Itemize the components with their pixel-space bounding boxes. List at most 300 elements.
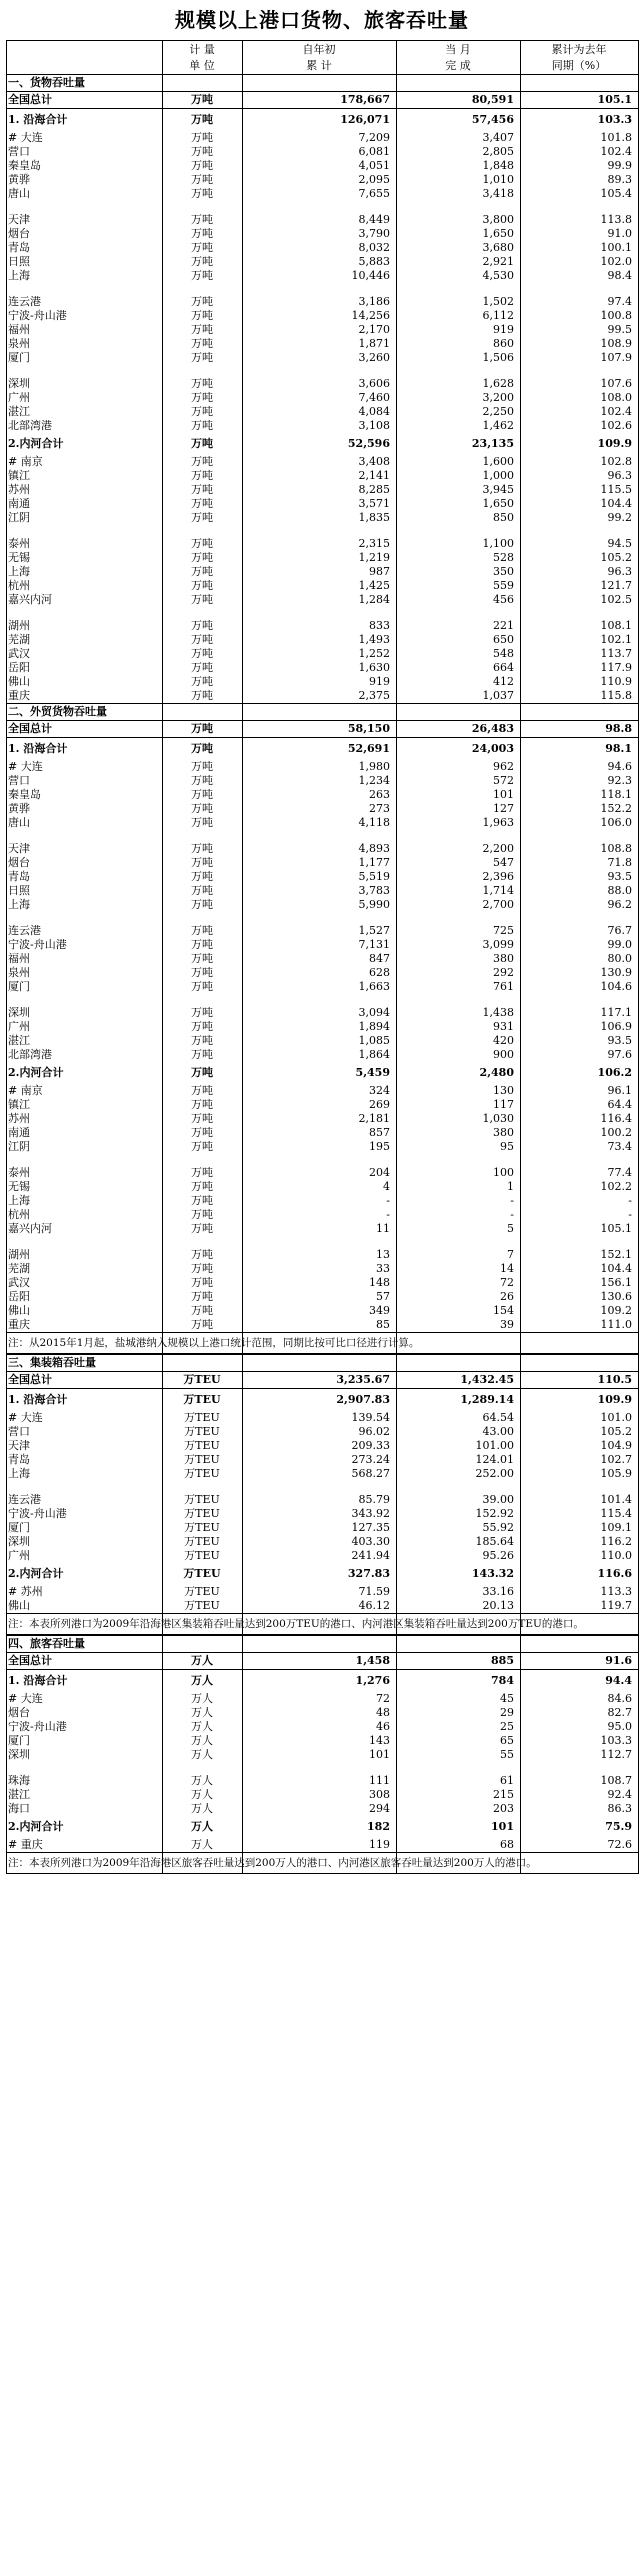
table-row	[6, 898, 638, 912]
month-cell: 55	[500, 1748, 514, 1761]
port-name: 青岛	[8, 1453, 30, 1466]
month-cell: 784	[491, 1674, 514, 1687]
yoy-percent-cell: 86.3	[607, 1802, 632, 1815]
month-cell: 3,945	[482, 483, 514, 496]
port-name: 上海	[8, 1194, 30, 1207]
table-row	[6, 842, 638, 856]
table-header	[6, 40, 638, 74]
unit-cell: 万吨	[191, 255, 213, 268]
table-row	[6, 1774, 638, 1788]
yoy-percent-cell: 97.4	[607, 295, 632, 308]
table-row	[6, 884, 638, 898]
month-cell: 185.64	[475, 1535, 514, 1548]
unit-cell: 万TEU	[184, 1585, 220, 1598]
ytd-cell: 14,256	[351, 309, 390, 322]
ytd-cell: 96.02	[358, 1425, 390, 1438]
yoy-percent-cell: 121.7	[600, 579, 632, 592]
port-name: 营口	[8, 145, 30, 158]
yoy-percent-cell: 104.4	[600, 1262, 632, 1275]
yoy-percent-cell: 96.3	[607, 469, 632, 482]
yoy-percent-cell: 112.7	[600, 1748, 632, 1761]
table-row	[6, 537, 638, 551]
month-cell: 4,530	[482, 269, 514, 282]
unit-cell: 万吨	[191, 455, 213, 468]
table-row	[6, 351, 638, 365]
yoy-percent-cell: 105.4	[600, 187, 632, 200]
ytd-cell: 85.79	[358, 1493, 390, 1506]
section-title	[6, 1354, 638, 1371]
month-cell: 26,483	[471, 722, 514, 735]
port-name: 1. 沿海合计	[8, 742, 68, 755]
month-cell: 43.00	[482, 1425, 514, 1438]
table-row	[6, 1720, 638, 1734]
port-name: # 苏州	[8, 1585, 43, 1598]
table-border-top	[6, 40, 638, 41]
port-name: # 重庆	[8, 1838, 43, 1851]
month-cell: 725	[493, 924, 514, 937]
month-cell: 548	[493, 647, 514, 660]
table-row	[6, 497, 638, 511]
port-name: 宁波-舟山港	[8, 938, 67, 951]
unit-cell: 万吨	[191, 1304, 213, 1317]
ytd-cell: 204	[369, 1166, 390, 1179]
yoy-percent-cell: 102.0	[600, 255, 632, 268]
yoy-percent-cell: 77.4	[607, 1166, 632, 1179]
table-row	[6, 1802, 638, 1816]
month-cell: 23,135	[471, 437, 514, 450]
unit-cell: 万吨	[191, 579, 213, 592]
table-row	[6, 924, 638, 938]
ytd-cell: 2,907.83	[336, 1393, 390, 1406]
yoy-percent-cell: 76.7	[607, 924, 632, 937]
unit-cell: 万吨	[191, 1194, 213, 1207]
unit-cell: 万人	[191, 1788, 213, 1801]
table-note: 注：本表所列港口为2009年沿海港区旅客吞吐量达到200万人的港口、内河港区旅客吞吐量达到200万人的港口。	[6, 1852, 638, 1874]
yoy-percent-cell: 102.2	[600, 1180, 632, 1193]
yoy-percent-cell: 98.4	[607, 269, 632, 282]
month-cell: 885	[491, 1654, 514, 1667]
unit-cell: 万吨	[191, 227, 213, 240]
unit-cell: 万TEU	[184, 1507, 220, 1520]
table-border-left	[6, 40, 7, 1874]
port-name: # 大连	[8, 1692, 43, 1705]
port-name: 深圳	[8, 377, 30, 390]
month-cell: 55.92	[482, 1521, 514, 1534]
month-cell: 2,200	[482, 842, 514, 855]
yoy-percent-cell: 110.0	[600, 1549, 632, 1562]
port-name: # 大连	[8, 1411, 43, 1424]
unit-cell: 万吨	[191, 565, 213, 578]
month-cell: 456	[493, 593, 514, 606]
ytd-cell: 46	[376, 1720, 390, 1733]
ytd-cell: 2,141	[358, 469, 390, 482]
port-name: # 大连	[8, 760, 43, 773]
port-name: 1. 沿海合计	[8, 1393, 68, 1406]
table-row	[6, 1439, 638, 1453]
yoy-percent-cell: 104.6	[600, 980, 632, 993]
unit-cell: 万吨	[191, 1276, 213, 1289]
port-name: 唐山	[8, 187, 30, 200]
table-row	[6, 159, 638, 173]
unit-cell: 万吨	[191, 323, 213, 336]
ytd-cell: -	[386, 1208, 390, 1221]
unit-cell: 万吨	[191, 241, 213, 254]
unit-cell: 万吨	[191, 816, 213, 829]
port-name: 秦皇岛	[8, 788, 41, 801]
yoy-percent-cell: 130.6	[600, 1290, 632, 1303]
table-row	[6, 1692, 638, 1706]
unit-cell: 万吨	[191, 619, 213, 632]
subtotal-row	[6, 1563, 638, 1585]
ytd-cell: 4,084	[358, 405, 390, 418]
table-row	[6, 1098, 638, 1112]
port-name: 嘉兴内河	[8, 593, 52, 606]
unit-cell: 万吨	[191, 295, 213, 308]
yoy-percent-cell: 103.3	[600, 1734, 632, 1747]
ytd-cell: 52,596	[347, 437, 390, 450]
ytd-cell: 857	[369, 1126, 390, 1139]
port-name: 泉州	[8, 337, 30, 350]
unit-cell: 万吨	[191, 391, 213, 404]
month-cell: 962	[493, 760, 514, 773]
port-name: 镇江	[8, 469, 30, 482]
unit-cell: 万吨	[191, 788, 213, 801]
port-name: 深圳	[8, 1535, 30, 1548]
unit-cell: 万吨	[191, 966, 213, 979]
table-row	[6, 870, 638, 884]
table-row	[6, 551, 638, 565]
month-cell: 1,502	[482, 295, 514, 308]
ytd-cell: 13	[376, 1248, 390, 1261]
yoy-percent-cell: 108.7	[600, 1774, 632, 1787]
month-cell: 2,921	[482, 255, 514, 268]
month-cell: 420	[493, 1034, 514, 1047]
port-name: 泰州	[8, 1166, 30, 1179]
unit-cell: 万吨	[191, 689, 213, 702]
port-name: 连云港	[8, 295, 41, 308]
month-cell: 3,407	[482, 131, 514, 144]
yoy-percent-cell: 105.2	[600, 551, 632, 564]
row-spacer	[6, 994, 638, 1006]
unit-cell: 万TEU	[184, 1453, 220, 1466]
table-row	[6, 1493, 638, 1507]
unit-cell: 万TEU	[184, 1425, 220, 1438]
port-name: 南通	[8, 497, 30, 510]
ytd-cell: 139.54	[351, 1411, 390, 1424]
table-row	[6, 938, 638, 952]
month-cell: 572	[493, 774, 514, 787]
table-note: 注：从2015年1月起，盐城港纳入规模以上港口统计范围，同期比按可比口径进行计算。	[6, 1332, 638, 1354]
month-cell: 64.54	[482, 1411, 514, 1424]
ytd-cell: 8,449	[358, 213, 390, 226]
table-row	[6, 774, 638, 788]
header-unit-line1: 计 量	[189, 43, 215, 56]
port-name: 重庆	[8, 1318, 30, 1331]
yoy-percent-cell: 99.2	[607, 511, 632, 524]
yoy-percent-cell: 82.7	[607, 1706, 632, 1719]
month-cell: 45	[500, 1692, 514, 1705]
yoy-percent-cell: 102.5	[600, 593, 632, 606]
table-row	[6, 1020, 638, 1034]
yoy-percent-cell: 105.2	[600, 1425, 632, 1438]
national-total-row	[6, 91, 638, 109]
table-row	[6, 1222, 638, 1236]
month-cell: 95.26	[482, 1549, 514, 1562]
unit-cell: 万吨	[191, 980, 213, 993]
month-cell: 1,037	[482, 689, 514, 702]
table-note: 注：本表所列港口为2009年沿海港区集装箱吞吐量达到200万TEU的港口、内河港区集装箱吞吐量达到200万TEU的港口。	[6, 1613, 638, 1635]
ytd-cell: 269	[369, 1098, 390, 1111]
yoy-percent-cell: 102.4	[600, 405, 632, 418]
port-name: 南通	[8, 1126, 30, 1139]
unit-cell: 万吨	[191, 1208, 213, 1221]
ytd-cell: 349	[369, 1304, 390, 1317]
table-row	[6, 661, 638, 675]
header-pct-line1: 累计为去年	[551, 43, 607, 56]
unit-cell: 万吨	[191, 884, 213, 897]
unit-cell: 万吨	[191, 1048, 213, 1061]
yoy-percent-cell: 130.9	[600, 966, 632, 979]
yoy-percent-cell: 105.1	[600, 1222, 632, 1235]
port-name: 烟台	[8, 227, 30, 240]
ytd-cell: 127.35	[351, 1521, 390, 1534]
table-row	[6, 1248, 638, 1262]
table-row	[6, 469, 638, 483]
port-name: 无锡	[8, 1180, 30, 1193]
port-name: 广州	[8, 391, 30, 404]
unit-cell: 万吨	[191, 145, 213, 158]
unit-cell: 万人	[191, 1654, 213, 1667]
ytd-cell: 1,527	[358, 924, 390, 937]
national-total-row	[6, 720, 638, 738]
table-row	[6, 1112, 638, 1126]
table-row	[6, 980, 638, 994]
yoy-percent-cell: 101.0	[600, 1411, 632, 1424]
ytd-cell: 7,460	[358, 391, 390, 404]
table-row	[6, 1318, 638, 1332]
unit-cell: 万吨	[191, 842, 213, 855]
ytd-cell: 2,375	[358, 689, 390, 702]
port-name: # 南京	[8, 455, 43, 468]
port-name: 江阴	[8, 511, 30, 524]
ytd-cell: 10,446	[351, 269, 390, 282]
ytd-cell: 85	[376, 1318, 390, 1331]
unit-cell: 万吨	[191, 173, 213, 186]
section-title-text: 三、集装箱吞吐量	[8, 1356, 96, 1369]
ytd-cell: 1,234	[358, 774, 390, 787]
yoy-percent-cell: 92.4	[607, 1788, 632, 1801]
table-row	[6, 1585, 638, 1599]
yoy-percent-cell: 99.9	[607, 159, 632, 172]
month-cell: 292	[493, 966, 514, 979]
yoy-percent-cell: 113.7	[600, 647, 632, 660]
table-row	[6, 1453, 638, 1467]
port-name: 2.内河合计	[8, 1820, 64, 1833]
table-row	[6, 241, 638, 255]
yoy-percent-cell: 96.1	[607, 1084, 632, 1097]
subtotal-row	[6, 738, 638, 760]
month-cell: 650	[493, 633, 514, 646]
port-name: 芜湖	[8, 1262, 30, 1275]
ytd-cell: 57	[376, 1290, 390, 1303]
ytd-cell: 58,150	[347, 722, 390, 735]
unit-cell: 万吨	[191, 1180, 213, 1193]
yoy-percent-cell: 101.4	[600, 1493, 632, 1506]
table-row	[6, 1084, 638, 1098]
port-name: 武汉	[8, 1276, 30, 1289]
yoy-percent-cell: 75.9	[605, 1820, 632, 1833]
unit-cell: 万吨	[191, 497, 213, 510]
yoy-percent-cell: 108.8	[600, 842, 632, 855]
month-cell: 68	[500, 1838, 514, 1851]
row-spacer	[6, 283, 638, 295]
table-row	[6, 269, 638, 283]
port-name: 天津	[8, 1439, 30, 1452]
month-cell: 6,112	[482, 309, 514, 322]
port-name: 杭州	[8, 579, 30, 592]
month-cell: 33.16	[482, 1585, 514, 1598]
ytd-cell: 241.94	[351, 1549, 390, 1562]
table-row	[6, 856, 638, 870]
yoy-percent-cell: 88.0	[607, 884, 632, 897]
unit-cell: 万人	[191, 1720, 213, 1733]
yoy-percent-cell: 71.8	[607, 856, 632, 869]
unit-cell: 万人	[191, 1838, 213, 1851]
port-name: 深圳	[8, 1006, 30, 1019]
table-row	[6, 483, 638, 497]
ytd-cell: 101	[369, 1748, 390, 1761]
ytd-cell: 1,252	[358, 647, 390, 660]
ytd-cell: 3,790	[358, 227, 390, 240]
ytd-cell: 178,667	[340, 93, 390, 106]
subtotal-row	[6, 109, 638, 131]
ytd-cell: 52,691	[347, 742, 390, 755]
port-name: 全国总计	[8, 1654, 52, 1667]
port-name: 宁波-舟山港	[8, 309, 67, 322]
unit-cell: 万吨	[191, 1290, 213, 1303]
port-name: 厦门	[8, 351, 30, 364]
month-cell: 1,714	[482, 884, 514, 897]
unit-cell: 万吨	[191, 269, 213, 282]
table-row	[6, 391, 638, 405]
port-name: 全国总计	[8, 93, 52, 106]
table-row	[6, 593, 638, 607]
yoy-percent-cell: 91.0	[607, 227, 632, 240]
table-row	[6, 1180, 638, 1194]
unit-cell: 万TEU	[184, 1439, 220, 1452]
table-row	[6, 788, 638, 802]
row-spacer	[6, 912, 638, 924]
ytd-cell: 111	[369, 1774, 390, 1787]
month-cell: 559	[493, 579, 514, 592]
yoy-percent-cell: 93.5	[607, 870, 632, 883]
month-cell: 101.00	[475, 1439, 514, 1452]
yoy-percent-cell: 105.1	[597, 93, 632, 106]
ytd-cell: 1,284	[358, 593, 390, 606]
month-cell: 1,030	[482, 1112, 514, 1125]
unit-cell: 万吨	[191, 469, 213, 482]
ytd-cell: 5,990	[358, 898, 390, 911]
port-name: 广州	[8, 1549, 30, 1562]
ytd-cell: 3,606	[358, 377, 390, 390]
yoy-percent-cell: 152.2	[600, 802, 632, 815]
subtotal-row	[6, 1670, 638, 1692]
unit-cell: 万吨	[191, 1020, 213, 1033]
ytd-cell: 403.30	[351, 1535, 390, 1548]
port-name: 秦皇岛	[8, 159, 41, 172]
ytd-cell: 1,458	[355, 1654, 390, 1667]
port-name: 重庆	[8, 689, 30, 702]
ytd-cell: 324	[369, 1084, 390, 1097]
ytd-cell: 3,186	[358, 295, 390, 308]
ytd-cell: 919	[369, 675, 390, 688]
port-name: 营口	[8, 1425, 30, 1438]
port-name: 日照	[8, 884, 30, 897]
table-row	[6, 1549, 638, 1563]
header-ytd	[242, 40, 396, 74]
yoy-percent-cell: 115.4	[600, 1507, 632, 1520]
table-row	[6, 173, 638, 187]
table-border-right	[638, 40, 639, 1874]
header-unit-line2: 单 位	[189, 59, 215, 72]
month-cell: 1,848	[482, 159, 514, 172]
ytd-cell: 3,783	[358, 884, 390, 897]
unit-cell: 万TEU	[183, 1567, 221, 1580]
unit-cell: 万吨	[191, 351, 213, 364]
ytd-cell: 2,315	[358, 537, 390, 550]
yoy-percent-cell: 116.2	[600, 1535, 632, 1548]
yoy-percent-cell: 156.1	[600, 1276, 632, 1289]
table-row	[6, 966, 638, 980]
port-name: 天津	[8, 213, 30, 226]
ytd-cell: 273.24	[351, 1453, 390, 1466]
unit-cell: 万TEU	[184, 1521, 220, 1534]
table-row	[6, 1706, 638, 1720]
ytd-cell: 8,285	[358, 483, 390, 496]
header-ytd-line1: 自年初	[302, 43, 336, 56]
ytd-cell: 2,095	[358, 173, 390, 186]
port-name: 天津	[8, 842, 30, 855]
unit-cell: 万人	[191, 1734, 213, 1747]
yoy-percent-cell: 100.1	[600, 241, 632, 254]
port-name: 上海	[8, 269, 30, 282]
unit-cell: 万吨	[191, 405, 213, 418]
unit-cell: 万吨	[191, 1318, 213, 1331]
ytd-cell: 3,408	[358, 455, 390, 468]
ytd-cell: 1,493	[358, 633, 390, 646]
month-cell: 5	[507, 1222, 514, 1235]
header-unit	[162, 40, 242, 74]
yoy-percent-cell: 80.0	[607, 952, 632, 965]
table-row	[6, 760, 638, 774]
ytd-cell: 308	[369, 1788, 390, 1801]
month-cell: 24,003	[471, 742, 514, 755]
unit-cell: 万吨	[191, 742, 213, 755]
unit-cell: 万吨	[191, 1126, 213, 1139]
month-cell: 900	[493, 1048, 514, 1061]
ytd-cell: 126,071	[340, 113, 390, 126]
ytd-cell: 1,835	[358, 511, 390, 524]
month-cell: 252.00	[475, 1467, 514, 1480]
unit-cell: 万吨	[191, 131, 213, 144]
month-cell: 2,396	[482, 870, 514, 883]
yoy-percent-cell: 102.4	[600, 145, 632, 158]
unit-cell: 万人	[191, 1802, 213, 1815]
yoy-percent-cell: 108.1	[600, 619, 632, 632]
month-cell: 1,650	[482, 497, 514, 510]
yoy-percent-cell: 111.0	[600, 1318, 632, 1331]
month-cell: 1,438	[482, 1006, 514, 1019]
